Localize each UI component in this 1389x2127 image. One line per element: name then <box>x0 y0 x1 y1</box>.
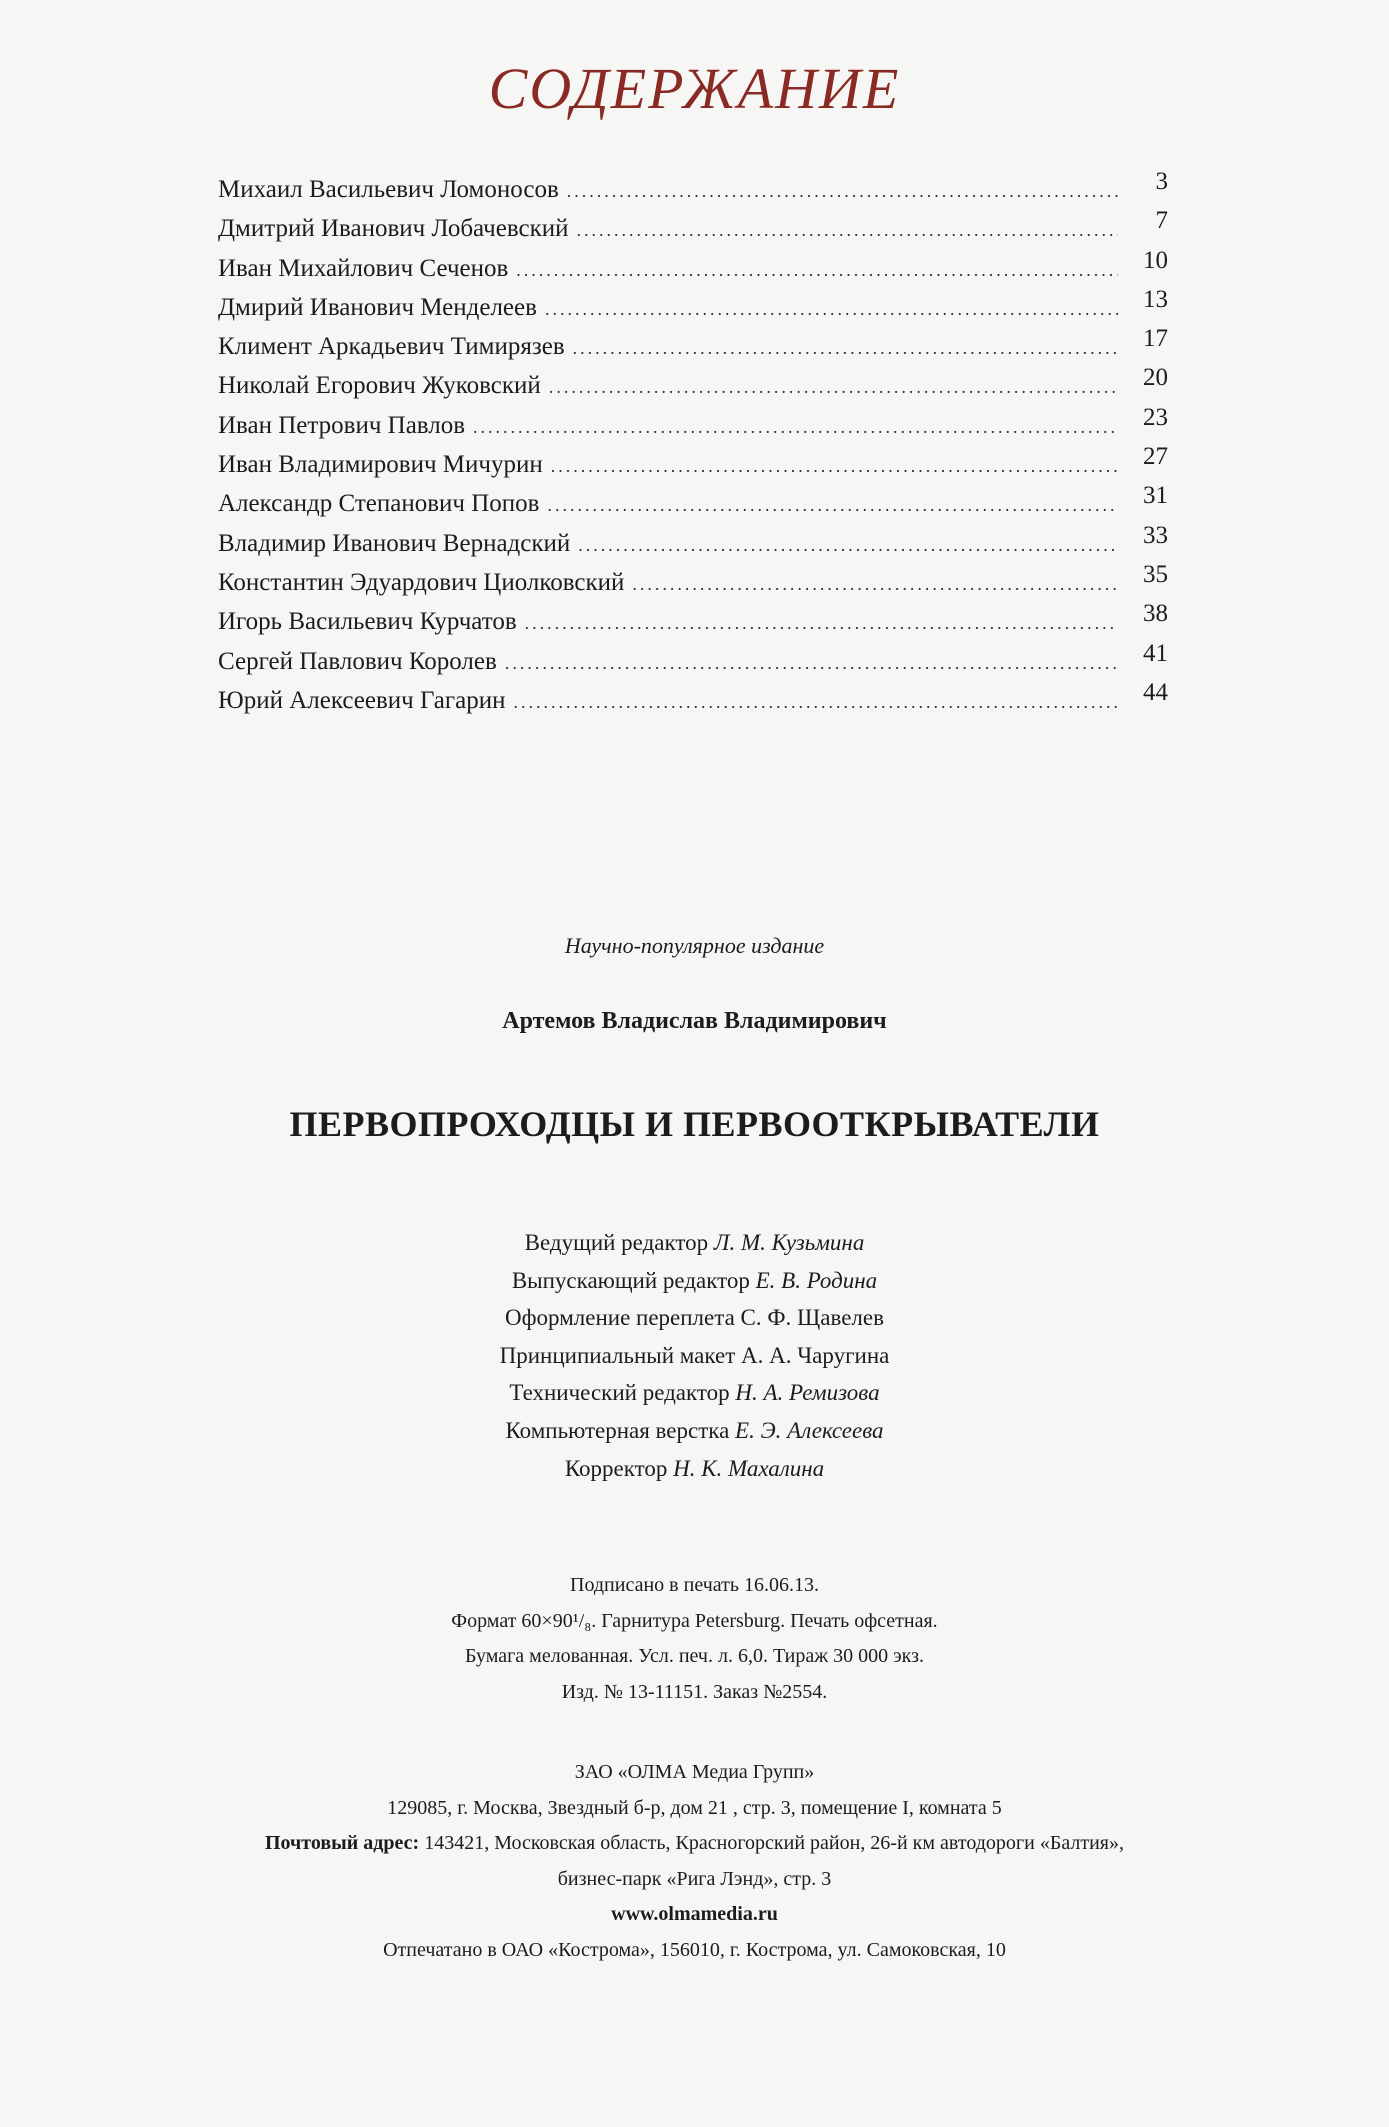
toc-leader-dots <box>632 574 1118 595</box>
credit-role: Корректор <box>564 1455 668 1481</box>
toc-entry-page: 31 <box>1143 482 1168 510</box>
print-info-line: Бумага мелованная. Усл. печ. л. 6,0. Тираж 30 000 экз. <box>464 1645 925 1668</box>
credit-role: Ведущий редактор <box>524 1230 709 1255</box>
credit-row <box>0 1230 1389 1268</box>
toc-leader-dots <box>516 260 1118 281</box>
edition-genre: Научно-популярное издание <box>564 933 825 958</box>
publisher-address: 129085, г. Москва, Звездный б-р, дом 21 , стр. 3, помещение I, комната 5 <box>387 1796 1002 1819</box>
toc-leader-dots <box>551 456 1118 477</box>
postal-address: 143421, Московская область, Красногорский район, 26-й км автодороги «Балтия», <box>424 1832 1125 1854</box>
toc-entry-name: Иван Петрович Павлов <box>218 411 466 439</box>
toc-leader-dots <box>549 377 1118 398</box>
toc-heading: СОДЕРЖАНИЕ <box>488 56 901 121</box>
toc-entry[interactable] <box>218 482 1168 529</box>
toc-entry-name: Дмирий Иванович Менделеев <box>218 293 537 321</box>
credit-row <box>0 1305 1389 1343</box>
credit-row <box>0 1268 1389 1306</box>
credit-role: Технический редактор <box>509 1380 730 1406</box>
website-link[interactable]: www.olmamedia.ru <box>611 1903 778 1925</box>
credit-row <box>0 1456 1389 1494</box>
credit-name: Е. Э. Алексеева <box>735 1417 884 1443</box>
credit-role: Оформление переплета <box>505 1305 735 1331</box>
toc-leader-dots <box>578 535 1118 556</box>
print-info-line: Формат 60×90¹/₈. Гарнитура Petersburg. Печать офсетная. <box>451 1609 938 1632</box>
toc-leader-dots <box>573 338 1118 359</box>
credits-list <box>0 1230 1389 1493</box>
toc-leader-dots <box>545 299 1118 320</box>
credit-name: А. А. Чаругина <box>741 1342 890 1368</box>
toc-leader-dots <box>473 417 1118 438</box>
credit-name: Н. А. Ремизова <box>735 1380 880 1406</box>
toc-entry-page: 7 <box>1155 207 1168 235</box>
toc-entry-page: 17 <box>1143 325 1168 353</box>
toc-leader-dots <box>567 181 1118 202</box>
table-of-contents <box>218 168 1168 726</box>
author-name: Артемов Владислав Владимирович <box>502 1008 887 1034</box>
toc-entry[interactable] <box>218 639 1168 687</box>
toc-entry-page: 27 <box>1143 443 1168 471</box>
credit-row <box>0 1343 1389 1381</box>
print-details <box>0 1574 1389 1716</box>
toc-entry-page: 23 <box>1143 403 1168 431</box>
print-info-line: Изд. № 13-11151. Заказ №2554. <box>561 1680 828 1703</box>
toc-entry-name: Александр Степанович Попов <box>218 490 540 518</box>
toc-entry-page: 33 <box>1143 521 1168 549</box>
toc-entry[interactable] <box>218 364 1168 411</box>
toc-entry-name: Иван Михайлович Сеченов <box>218 254 509 282</box>
toc-entry[interactable] <box>218 600 1168 647</box>
toc-entry[interactable] <box>218 678 1168 726</box>
toc-entry-name: Игорь Васильевич Курчатов <box>218 608 517 636</box>
toc-entry-page: 44 <box>1143 678 1168 706</box>
credit-role: Компьютерная верстка <box>505 1417 730 1443</box>
toc-entry-page: 10 <box>1143 246 1168 274</box>
toc-leader-dots <box>576 220 1118 241</box>
toc-entry[interactable] <box>218 246 1168 294</box>
credit-role: Выпускающий редактор <box>511 1267 750 1293</box>
toc-entry-page: 35 <box>1143 560 1168 588</box>
printer-info: Отпечатано в ОАО «Кострома», 156010, г. Кострома, ул. Самоковская, 10 <box>383 1938 1006 1961</box>
toc-entry-name: Владимир Иванович Вернадский <box>218 529 571 557</box>
toc-entry-page: 20 <box>1143 364 1168 392</box>
publisher-info <box>0 1761 1389 1974</box>
toc-entry[interactable] <box>218 521 1168 569</box>
toc-leader-dots <box>525 613 1118 634</box>
toc-entry[interactable] <box>218 207 1168 254</box>
postal-address-line-2: бизнес-парк «Рига Лэнд», стр. 3 <box>557 1867 832 1890</box>
toc-entry-page: 41 <box>1143 639 1168 667</box>
credit-row <box>0 1380 1389 1418</box>
toc-entry-name: Константин Эдуардович Циолковский <box>218 568 625 596</box>
toc-entry-name: Юрий Алексеевич Гагарин <box>218 686 506 714</box>
toc-entry[interactable] <box>218 325 1168 372</box>
postal-address-row <box>0 1832 1389 1868</box>
toc-entry-name: Михаил Васильевич Ломоносов <box>218 176 559 203</box>
toc-entry-name: Николай Егорович Жуковский <box>218 372 541 400</box>
credit-name: Л. М. Кузьмина <box>713 1230 865 1255</box>
toc-entry[interactable] <box>218 168 1168 215</box>
toc-entry-page: 3 <box>1155 168 1168 195</box>
toc-leader-dots <box>547 495 1118 516</box>
credit-name: С. Ф. Щавелев <box>740 1305 884 1331</box>
book-title: ПЕРВОПРОХОДЦЫ И ПЕРВООТКРЫВАТЕЛИ <box>289 1104 1100 1144</box>
print-info-line: Подписано в печать 16.06.13. <box>570 1574 819 1596</box>
toc-entry-name: Дмитрий Иванович Лобачевский <box>218 215 569 243</box>
toc-entry-name: Сергей Павлович Королев <box>218 647 497 675</box>
toc-entry[interactable] <box>218 443 1168 490</box>
publisher-name: ЗАО «ОЛМА Медиа Групп» <box>574 1761 815 1783</box>
toc-entry-name: Иван Владимирович Мичурин <box>218 451 543 479</box>
postal-label: Почтовый адрес: <box>264 1832 420 1854</box>
toc-leader-dots <box>505 653 1118 674</box>
toc-entry[interactable] <box>218 403 1168 451</box>
credit-role: Принципиальный макет <box>499 1342 736 1368</box>
credit-name: Н. К. Махалина <box>673 1455 825 1481</box>
toc-leader-dots <box>514 692 1119 713</box>
credit-name: Е. В. Родина <box>755 1267 878 1293</box>
toc-entry-page: 13 <box>1143 285 1168 313</box>
toc-entry[interactable] <box>218 560 1168 608</box>
toc-entry-name: Климент Аркадьевич Тимирязев <box>218 333 565 361</box>
toc-entry[interactable] <box>218 285 1168 333</box>
toc-entry-page: 38 <box>1143 600 1168 628</box>
credit-row <box>0 1418 1389 1456</box>
